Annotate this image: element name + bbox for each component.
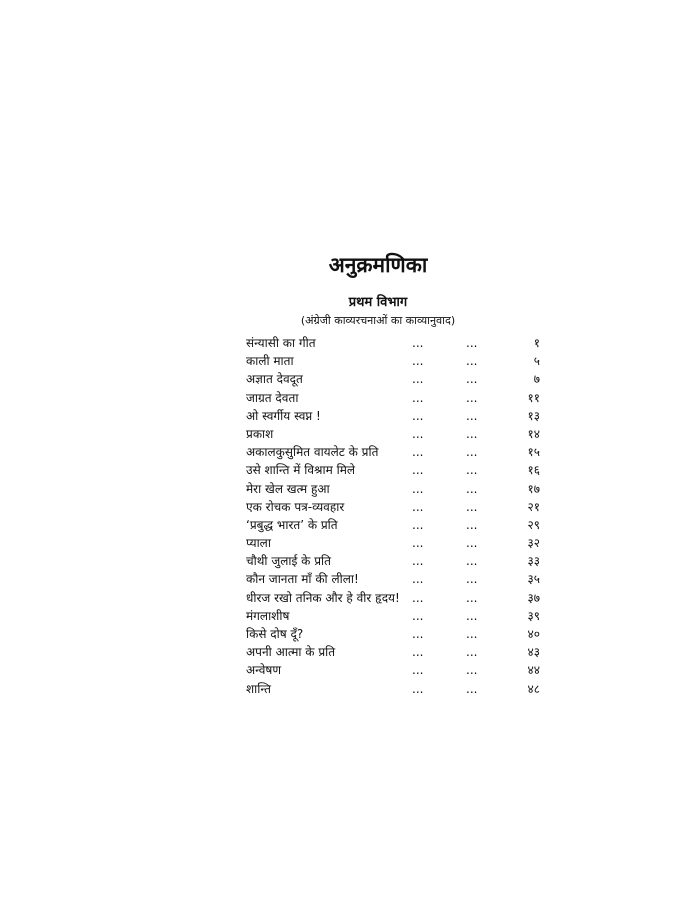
toc-leader-dots: ... — [466, 372, 478, 387]
toc-entry[interactable] — [246, 461, 546, 479]
toc-leader-dots: ... — [412, 590, 424, 605]
page-title: अनुक्रमणिका — [328, 253, 428, 277]
toc-entry-title: काली माता — [246, 354, 294, 369]
section-subtitle: (अंग्रेजी काव्यरचनाओं का काव्यानुवाद) — [300, 314, 456, 327]
toc-entry[interactable] — [246, 589, 546, 607]
toc-entry[interactable] — [246, 370, 546, 388]
toc-entry[interactable] — [246, 680, 546, 698]
toc-page-number: १५ — [527, 445, 540, 460]
toc-entry-title: किसे दोष दूँ? — [246, 627, 304, 641]
toc-leader-dots: ... — [466, 572, 478, 587]
toc-entry[interactable] — [246, 407, 546, 425]
toc-entry[interactable] — [246, 643, 546, 661]
toc-leader-dots: ... — [466, 426, 478, 441]
toc-leader-dots: ... — [466, 590, 478, 605]
toc-page-number: ४४ — [527, 663, 540, 678]
toc-leader-dots: ... — [466, 536, 478, 551]
toc-entry-title: एक रोचक पत्र-व्यवहार — [246, 499, 345, 514]
toc-entry-title: शान्ति — [246, 681, 271, 696]
toc-leader-dots: ... — [466, 554, 478, 569]
toc-entry[interactable] — [246, 480, 546, 498]
toc-leader-dots: ... — [466, 354, 478, 369]
toc-leader-dots: ... — [412, 681, 424, 696]
toc-leader-dots: ... — [412, 645, 424, 660]
toc-entry[interactable] — [246, 425, 546, 443]
toc-entry-title: धीरज रखो तनिक और हे वीर हृदय! — [246, 590, 400, 605]
toc-entry-title: मेरा खेल खत्म हुआ — [246, 481, 330, 496]
toc-page-number: २१ — [527, 499, 540, 514]
table-of-contents — [246, 334, 546, 698]
toc-entry-title: अज्ञात देवदूत — [246, 372, 303, 387]
toc-leader-dots: ... — [466, 627, 478, 641]
toc-page-number: २९ — [527, 517, 540, 532]
toc-leader-dots: ... — [412, 390, 424, 405]
toc-leader-dots: ... — [466, 608, 478, 623]
toc-page-number: १६ — [527, 463, 540, 478]
toc-page-number: ४८ — [527, 681, 540, 696]
toc-entry[interactable] — [246, 625, 546, 643]
toc-entry-title: ओ स्वर्गीय स्वप्न ! — [246, 408, 321, 423]
toc-leader-dots: ... — [412, 554, 424, 569]
toc-page-number: ७ — [533, 372, 540, 387]
toc-leader-dots: ... — [466, 463, 478, 478]
toc-leader-dots: ... — [412, 499, 424, 514]
toc-page-number: ३३ — [527, 554, 540, 569]
toc-entry-title: चौथी जुलाई के प्रति — [246, 554, 331, 569]
toc-page-number: ३७ — [527, 590, 540, 605]
toc-leader-dots: ... — [466, 336, 478, 350]
toc-entry[interactable] — [246, 661, 546, 679]
toc-page-number: ४३ — [527, 645, 540, 660]
toc-leader-dots: ... — [466, 499, 478, 514]
toc-leader-dots: ... — [412, 572, 424, 587]
toc-leader-dots: ... — [412, 481, 424, 496]
toc-page-number: ११ — [527, 390, 540, 405]
toc-page-number: ४० — [527, 627, 540, 641]
toc-entry[interactable] — [246, 334, 546, 352]
toc-page-number: १७ — [527, 481, 540, 496]
toc-entry[interactable] — [246, 552, 546, 570]
toc-entry[interactable] — [246, 534, 546, 552]
toc-page-number: १४ — [527, 426, 540, 441]
toc-leader-dots: ... — [466, 408, 478, 423]
toc-entry-title: संन्यासी का गीत — [246, 336, 316, 350]
toc-leader-dots: ... — [466, 681, 478, 696]
toc-leader-dots: ... — [412, 663, 424, 678]
toc-entry[interactable] — [246, 607, 546, 625]
toc-entry[interactable] — [246, 570, 546, 588]
toc-leader-dots: ... — [412, 608, 424, 623]
toc-page-number: १३ — [527, 408, 540, 423]
toc-entry[interactable] — [246, 516, 546, 534]
toc-leader-dots: ... — [466, 663, 478, 678]
toc-leader-dots: ... — [412, 463, 424, 478]
toc-page-number: ५ — [533, 354, 540, 369]
toc-entry[interactable] — [246, 498, 546, 516]
toc-entry-title: प्रकाश — [246, 426, 274, 441]
toc-entry[interactable] — [246, 443, 546, 461]
toc-entry-title: जाग्रत देवता — [246, 390, 299, 405]
toc-entry-title: ‘प्रबुद्ध भारत’ के प्रति — [246, 517, 338, 532]
toc-leader-dots: ... — [466, 445, 478, 460]
toc-entry[interactable] — [246, 352, 546, 370]
toc-page-number: ३९ — [527, 608, 540, 623]
toc-leader-dots: ... — [466, 390, 478, 405]
toc-leader-dots: ... — [466, 645, 478, 660]
toc-entry-title: उसे शान्ति में विश्राम मिले — [246, 463, 356, 478]
toc-entry-title: मंगलाशीष — [246, 608, 290, 623]
toc-leader-dots: ... — [412, 517, 424, 532]
toc-entry-title: अन्वेषण — [246, 663, 282, 678]
toc-entry[interactable] — [246, 389, 546, 407]
toc-leader-dots: ... — [412, 336, 424, 350]
toc-entry-title: प्याला — [246, 536, 271, 551]
toc-leader-dots: ... — [466, 481, 478, 496]
toc-entry-title: अकालकुसुमित वायलेट के प्रति — [246, 445, 379, 460]
toc-leader-dots: ... — [412, 445, 424, 460]
toc-leader-dots: ... — [412, 372, 424, 387]
toc-entry-title: अपनी आत्मा के प्रति — [246, 645, 336, 660]
toc-page-number: १ — [533, 336, 540, 350]
toc-page-number: ३२ — [527, 536, 540, 551]
toc-entry-title: कौन जानता माँ की लीला! — [246, 572, 359, 587]
section-title: प्रथम विभाग — [348, 295, 408, 310]
toc-leader-dots: ... — [412, 627, 424, 641]
toc-page-number: ३५ — [527, 572, 540, 587]
toc-leader-dots: ... — [412, 536, 424, 551]
toc-leader-dots: ... — [412, 408, 424, 423]
toc-leader-dots: ... — [466, 517, 478, 532]
toc-leader-dots: ... — [412, 426, 424, 441]
toc-leader-dots: ... — [412, 354, 424, 369]
